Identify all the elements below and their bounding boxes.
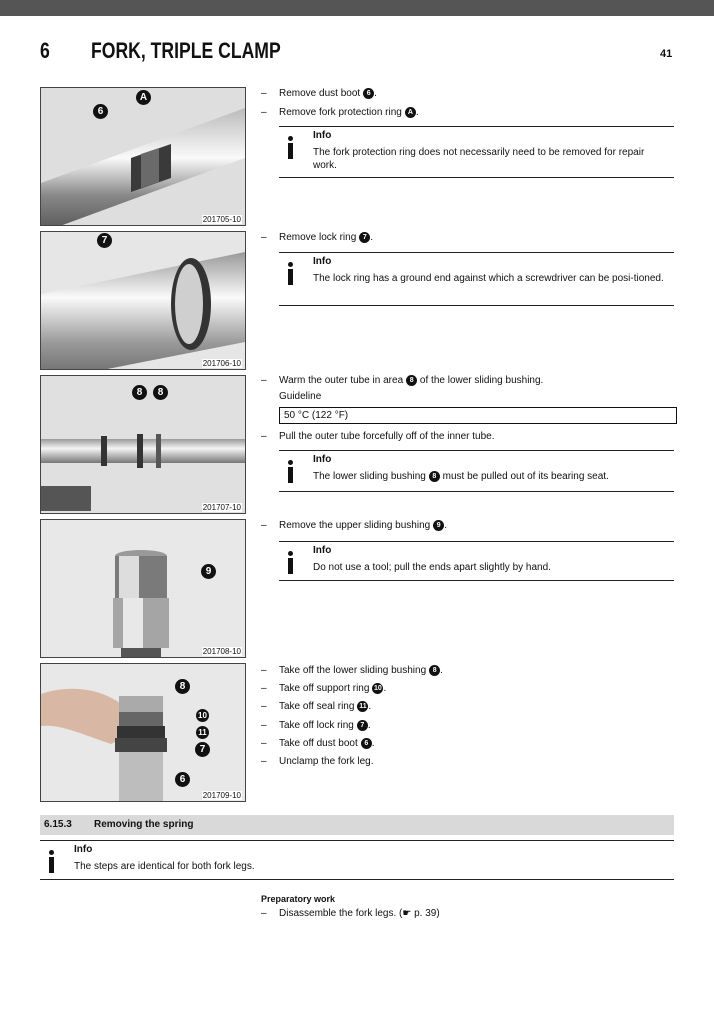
info-title: Info xyxy=(313,130,332,141)
dash: – xyxy=(261,756,267,767)
callout-11: 11 xyxy=(196,726,209,739)
section-title: Removing the spring xyxy=(94,819,194,830)
info-title: Info xyxy=(313,545,332,556)
step-take-off-support-ring: – Take off support ring 10 . xyxy=(261,683,387,695)
callout-inline-8: 8 xyxy=(406,375,417,386)
step-take-off-dust-boot: – Take off dust boot 6 . xyxy=(261,738,375,750)
dash: – xyxy=(261,665,267,677)
info-box-3 xyxy=(279,450,674,492)
info-box-section xyxy=(40,840,674,880)
callout-6: 6 xyxy=(175,772,190,787)
guideline-label: Guideline xyxy=(279,391,322,402)
callout-inline-6: 6 xyxy=(363,88,374,99)
dash: – xyxy=(261,232,267,244)
info-icon xyxy=(287,460,294,484)
callout-7: 7 xyxy=(97,233,112,248)
callout-inline-6: 6 xyxy=(361,738,372,749)
figure-code: 201707-10 xyxy=(202,503,241,512)
figure-5-photo xyxy=(40,663,246,802)
dash: – xyxy=(261,908,267,919)
step-disassemble-fork-legs: – Disassemble the fork legs. (☛ p. 39) xyxy=(261,908,440,919)
dash: – xyxy=(261,738,267,750)
preparatory-work-title: Preparatory work xyxy=(261,894,336,904)
dash: – xyxy=(261,375,267,387)
callout-8: 8 xyxy=(175,679,190,694)
dash: – xyxy=(261,520,267,532)
dash: – xyxy=(261,683,267,695)
info-text: The steps are identical for both fork legs. xyxy=(74,861,255,872)
step-remove-protection-ring: – Remove fork protection ring A . xyxy=(261,107,419,119)
figure-code: 201706-10 xyxy=(202,359,241,368)
info-box-4 xyxy=(279,541,674,581)
dash: – xyxy=(261,431,267,442)
figure-4-photo xyxy=(40,519,246,658)
step-remove-lock-ring: – Remove lock ring 7 . xyxy=(261,232,374,244)
fork-tube-illustration-4 xyxy=(41,520,245,657)
page-number: 41 xyxy=(660,48,673,60)
guideline-value: 50 °C (122 °F) xyxy=(279,407,677,424)
callout-inline-11: 11 xyxy=(359,703,367,710)
info-text: Do not use a tool; pull the ends apart slightly by hand. xyxy=(313,562,551,573)
step-unclamp-fork-leg: – Unclamp the fork leg. xyxy=(261,756,374,767)
callout-8: 8 xyxy=(132,385,147,400)
figure-code: 201708-10 xyxy=(202,647,241,656)
callout-10: 10 xyxy=(196,709,209,722)
step-remove-dust-boot: – Remove dust boot 6 . xyxy=(261,88,377,100)
info-icon xyxy=(287,136,294,160)
callout-inline-A: A xyxy=(405,107,416,118)
figure-2-photo xyxy=(40,231,246,370)
callout-A: A xyxy=(136,90,151,105)
callout-inline-10: 10 xyxy=(374,685,382,692)
fork-tube-illustration-5 xyxy=(41,664,245,801)
figure-code: 201705-10 xyxy=(202,215,241,224)
info-title: Info xyxy=(313,256,332,267)
step-take-off-lock-ring: – Take off lock ring 7 . xyxy=(261,720,371,732)
callout-7: 7 xyxy=(195,742,210,757)
figure-code: 201709-10 xyxy=(202,791,241,800)
dash: – xyxy=(261,720,267,732)
info-box-2 xyxy=(279,252,674,306)
step-warm-outer-tube: – Warm the outer tube in area 8 of the lower sliding bushing. xyxy=(261,375,544,387)
chapter-number: 6 xyxy=(40,38,50,63)
info-icon xyxy=(48,850,55,874)
info-title: Info xyxy=(313,454,332,465)
fork-tube-illustration-2 xyxy=(41,232,245,369)
callout-9: 9 xyxy=(201,564,216,579)
section-header xyxy=(40,815,674,835)
step-take-off-lower-bushing: – Take off the lower sliding bushing 8 . xyxy=(261,665,443,677)
info-text: The lower sliding bushing 8 must be pulled out of its bearing seat. xyxy=(313,471,609,482)
callout-inline-7: 7 xyxy=(359,232,370,243)
chapter-title: FORK, TRIPLE CLAMP xyxy=(91,38,281,63)
dash: – xyxy=(261,701,267,713)
callout-inline-9: 9 xyxy=(433,520,444,531)
callout-6: 6 xyxy=(93,104,108,119)
info-box-1 xyxy=(279,126,674,178)
section-number: 6.15.3 xyxy=(44,819,72,830)
figure-1-photo xyxy=(40,87,246,226)
info-icon xyxy=(287,551,294,575)
info-title: Info xyxy=(74,844,93,855)
callout-inline-8: 8 xyxy=(429,471,440,482)
info-icon xyxy=(287,262,294,286)
dash: – xyxy=(261,88,267,100)
info-text: The fork protection ring does not necessarily need to be removed for repair work. xyxy=(313,147,645,171)
step-pull-outer-tube: – Pull the outer tube forcefully off of the inner tube. xyxy=(261,431,495,442)
info-text: The lock ring has a ground end against which a screwdriver can be posi-tioned. xyxy=(313,273,664,284)
dash: – xyxy=(261,107,267,119)
callout-inline-8: 8 xyxy=(429,665,440,676)
top-bar xyxy=(0,0,714,16)
callout-inline-7: 7 xyxy=(357,720,368,731)
fork-tube-illustration-1 xyxy=(41,88,245,225)
callout-8: 8 xyxy=(153,385,168,400)
step-remove-upper-bushing: – Remove the upper sliding bushing 9 . xyxy=(261,520,447,532)
step-take-off-seal-ring: – Take off seal ring 11 . xyxy=(261,701,372,713)
